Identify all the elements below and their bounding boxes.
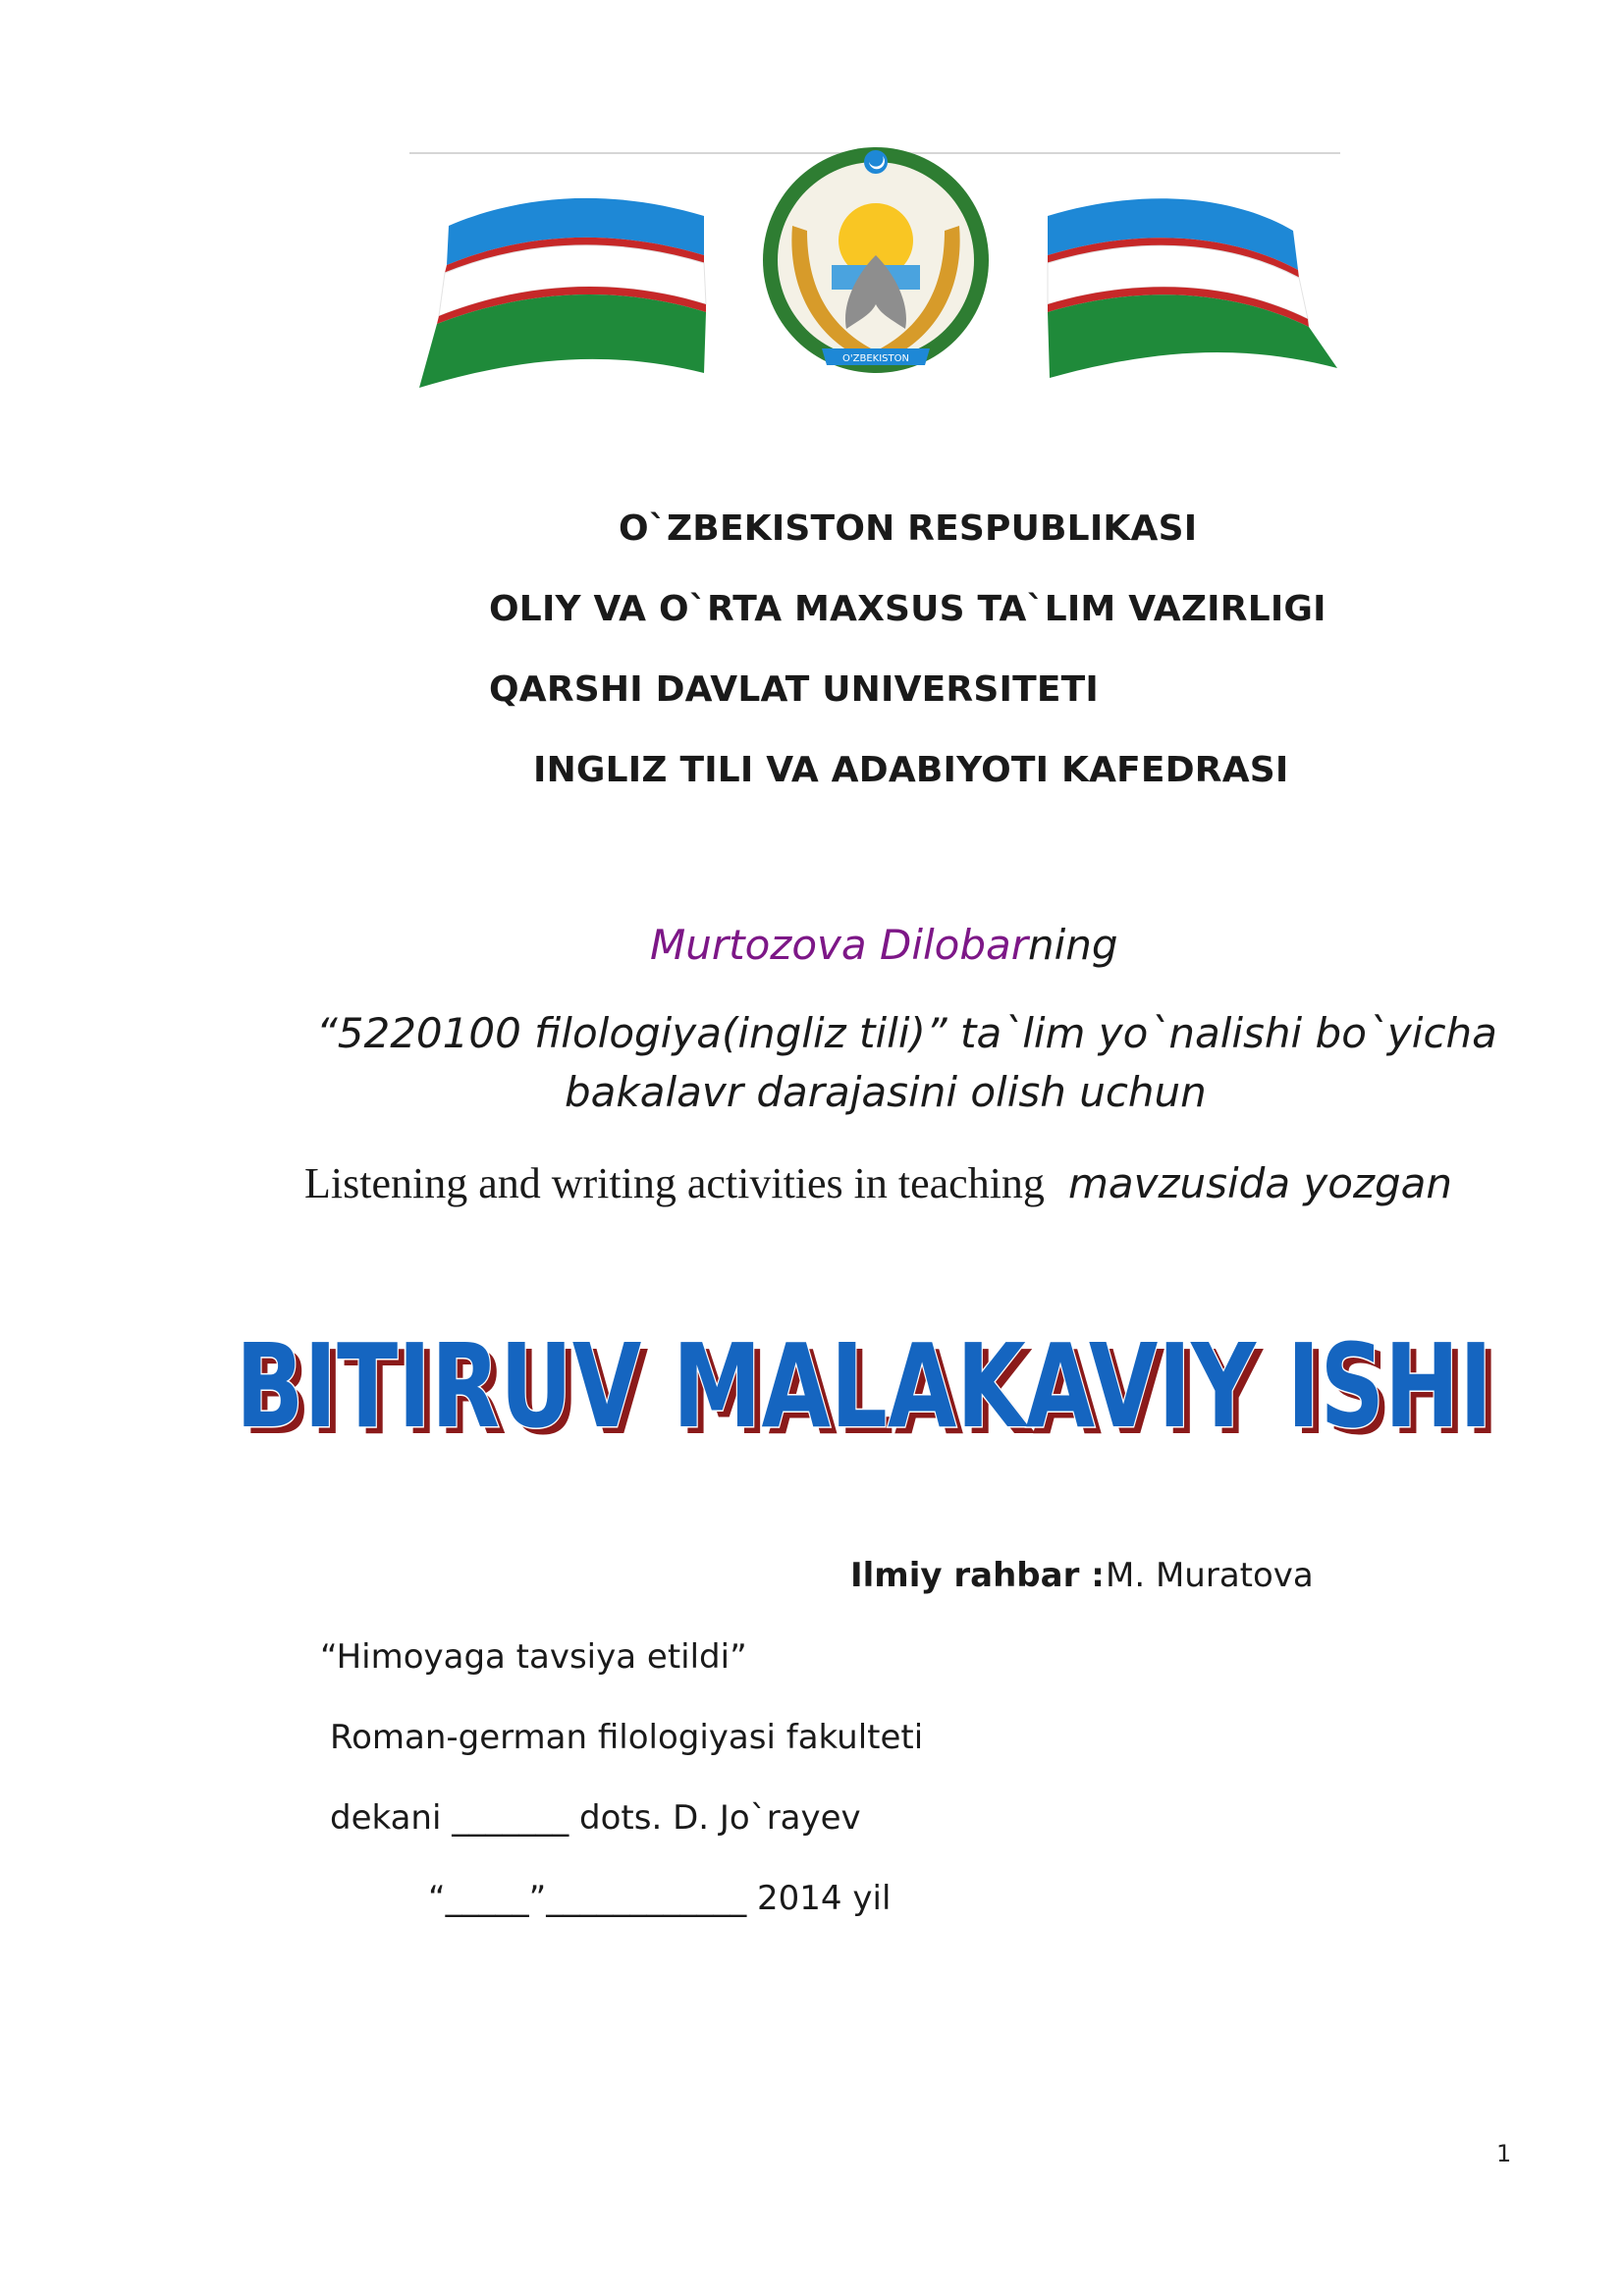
flag-ribbon-right (1048, 198, 1337, 378)
faculty-name: Roman-german filologiyasi fakulteti (330, 1718, 924, 1757)
ministry-heading: OLIY VA O`RTA MAXSUS TA`LIM VAZIRLIGI (489, 589, 1326, 629)
wordart-main: BITIRUV MALAKAVIY ISHI (236, 1318, 1492, 1454)
flag-ribbon-left (419, 198, 706, 388)
recommendation-note: “Himoyaga tavsiya etildi” (320, 1637, 747, 1677)
supervisor-name: M. Muratova (1106, 1556, 1314, 1595)
author-suffix: ning (1028, 921, 1118, 969)
state-emblem-banner (409, 147, 1342, 402)
supervisor-label: Ilmiy rahbar : (850, 1556, 1105, 1595)
coat-of-arms (763, 147, 989, 373)
department-heading: INGLIZ TILI VA ADABIYOTI KAFEDRASI (533, 750, 1289, 790)
dean-signature-line: dekani _______ dots. D. Jo`rayev (330, 1798, 861, 1838)
emblem-flag-image (409, 147, 1342, 402)
degree-line-2: bakalavr darajasini olish uchun (565, 1068, 1207, 1116)
emblem-ribbon-text: O'ZBEKISTON (842, 353, 909, 364)
thesis-title-banner (226, 1310, 1502, 1458)
page-number: 1 (1496, 2140, 1512, 2167)
author-line (650, 921, 1118, 969)
university-heading: QARSHI DAVLAT UNIVERSITETI (489, 669, 1099, 710)
thesis-title-wordart (226, 1310, 1502, 1458)
degree-line-1: “5220100 filologiya(ingliz tili)” ta`lim yo`nalishi bo`yicha (316, 1009, 1497, 1057)
topic-suffix: mavzusida yozgan (1067, 1159, 1453, 1207)
wordart-shadow: BITIRUV MALAKAVIY ISHI (243, 1325, 1499, 1458)
date-line: “_____”____________ 2014 yil (428, 1879, 892, 1918)
republic-heading: O`ZBEKISTON RESPUBLIKASI (619, 508, 1198, 549)
topic-line (304, 1158, 1452, 1208)
author-name: Murtozova Dilobar (650, 921, 1029, 969)
topic-title: Listening and writing activities in teaching (304, 1159, 1045, 1207)
